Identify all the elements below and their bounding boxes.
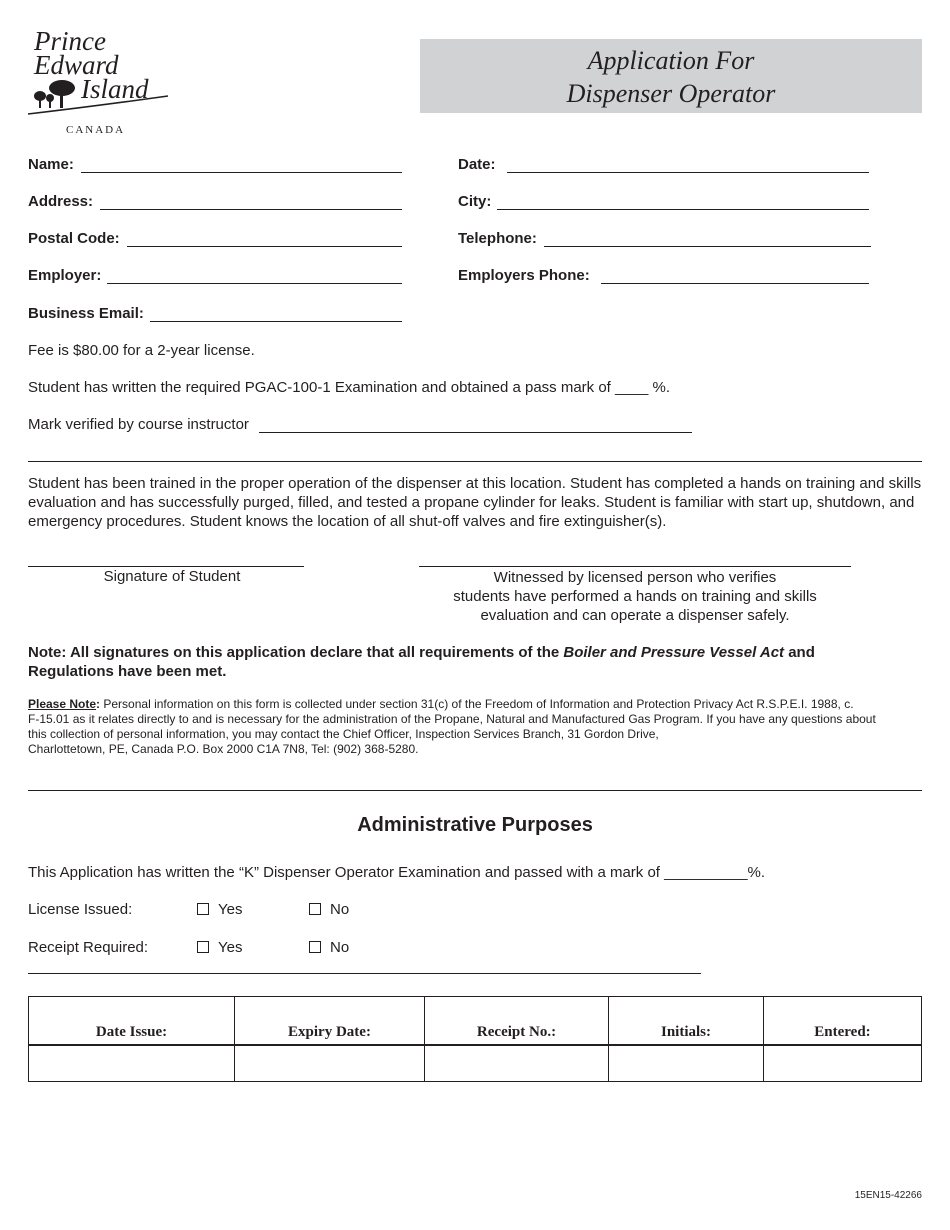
exam-pass-text: Student has written the required PGAC-100-1 Examination and obtained a pass mark of ____ %. <box>28 379 671 396</box>
logo-text-prince: Prince <box>34 26 106 56</box>
checkbox-icon <box>309 903 321 915</box>
form-code: 15EN15-42266 <box>854 1190 922 1201</box>
address-label: Address: <box>28 193 94 210</box>
telephone-label: Telephone: <box>458 230 537 247</box>
postal-code-label: Postal Code: <box>28 230 120 247</box>
note-suffix: and <box>784 644 815 661</box>
cell-receipt-no[interactable] <box>425 1045 609 1082</box>
header-expiry-date: Expiry Date: <box>235 997 425 1046</box>
date-field[interactable] <box>507 172 869 173</box>
form-title-line2: Dispenser Operator <box>566 79 776 108</box>
witness-signature-line[interactable] <box>419 566 851 567</box>
name-label: Name: <box>28 156 74 173</box>
student-signature-line[interactable] <box>28 566 304 567</box>
pei-logo <box>26 26 176 138</box>
checkbox-icon <box>197 903 209 915</box>
privacy-line1: Personal information on this form is collected under section 31(c) of the Freedom of Information and Protection Privacy Act R.S.P.E.I. 1988, c. <box>100 697 854 711</box>
header-date-issue: Date Issue: <box>29 997 235 1046</box>
section-divider <box>28 461 922 462</box>
postal-code-field[interactable] <box>127 246 402 247</box>
logo-text-edward: Edward <box>34 50 119 80</box>
employers-phone-label: Employers Phone: <box>458 267 590 284</box>
admin-records-table <box>28 996 922 1082</box>
employer-field[interactable] <box>107 283 402 284</box>
privacy-line4: Charlottetown, PE, Canada P.O. Box 2000 C1A 7N8, Tel: (902) 368-5280. <box>28 742 419 756</box>
business-email-field[interactable] <box>150 321 402 322</box>
checkbox-icon <box>197 941 209 953</box>
fee-text: Fee is $80.00 for a 2-year license. <box>28 342 255 359</box>
privacy-notice <box>28 697 922 757</box>
city-label: City: <box>458 193 492 210</box>
table-header-row <box>29 997 922 1046</box>
logo-text-canada: CANADA <box>66 124 126 136</box>
telephone-field[interactable] <box>544 246 871 247</box>
cell-entered[interactable] <box>764 1045 922 1082</box>
privacy-label: Please Note <box>28 697 97 711</box>
license-issued-yes[interactable] <box>197 901 242 918</box>
license-issued-no[interactable] <box>309 901 349 918</box>
receipt-required-label: Receipt Required: <box>28 939 149 956</box>
business-email-label: Business Email: <box>28 305 144 322</box>
header-receipt-no: Receipt No.: <box>425 997 609 1046</box>
witness-label-line1: Witnessed by licensed person who verifies <box>493 569 777 586</box>
city-field[interactable] <box>497 209 869 210</box>
form-title-line1: Application For <box>587 46 755 75</box>
date-label: Date: <box>458 156 496 173</box>
name-field[interactable] <box>81 172 402 173</box>
tree-icon <box>34 80 75 108</box>
admin-heading: Administrative Purposes <box>357 814 593 836</box>
receipt-required-yes[interactable] <box>197 939 242 956</box>
privacy-line3: this collection of personal information, you may contact the Chief Officer, Inspection Services Branch, 31 Gordon Drive, <box>28 727 659 741</box>
note-line2: Regulations have been met. <box>28 663 227 680</box>
admin-exam-text: This Application has written the “K” Dispenser Operator Examination and passed with a mark of __________%. <box>28 864 766 881</box>
table-row <box>29 1045 922 1082</box>
note-act-name: Boiler and Pressure Vessel Act <box>563 644 785 661</box>
checkbox-icon <box>309 941 321 953</box>
training-paragraph: Student has been trained in the proper operation of the dispenser at this location. Student has completed a hands on training and skills evaluation and has successfully purged, filled, and tested a propane cylinder for leaks. Student is familiar with start up, shutdown, and emergency procedures. Student knows the location of all shut-off valves and fire extinguisher(s). <box>28 475 922 530</box>
address-field[interactable] <box>100 209 402 210</box>
cell-initials[interactable] <box>609 1045 764 1082</box>
header-initials: Initials: <box>609 997 764 1046</box>
privacy-label-colon: : <box>96 697 101 711</box>
student-signature-label: Signature of Student <box>103 568 241 585</box>
cell-expiry-date[interactable] <box>235 1045 425 1082</box>
receipt-required-no-label: No <box>330 939 350 956</box>
employer-label: Employer: <box>28 267 102 284</box>
form-title-banner <box>420 39 922 113</box>
admin-divider <box>28 790 922 791</box>
instructor-verification-field[interactable] <box>259 432 692 433</box>
license-issued-label: License Issued: <box>28 901 133 918</box>
license-issued-yes-label: Yes <box>218 901 243 918</box>
receipt-required-no[interactable] <box>309 939 349 956</box>
witness-label-line3: evaluation and can operate a dispenser safely. <box>480 607 790 624</box>
license-issued-no-label: No <box>330 901 350 918</box>
signatures-note <box>28 643 922 681</box>
cell-date-issue[interactable] <box>29 1045 235 1082</box>
employers-phone-field[interactable] <box>601 283 869 284</box>
privacy-line2: F-15.01 as it relates directly to and is necessary for the administration of the Propane, Natural and Manufactured Gas Program. If you have any questions about <box>28 712 876 726</box>
receipt-required-yes-label: Yes <box>218 939 243 956</box>
logo-text-island: Island <box>81 74 149 104</box>
witness-signature-label <box>413 568 857 625</box>
admin-signature-line[interactable] <box>28 973 701 974</box>
mark-verified-label: Mark verified by course instructor <box>28 416 249 433</box>
note-prefix: Note: All signatures on this application declare that all requirements of the <box>28 644 564 661</box>
witness-label-line2: students have performed a hands on training and skills <box>453 588 817 605</box>
header-entered: Entered: <box>764 997 922 1046</box>
